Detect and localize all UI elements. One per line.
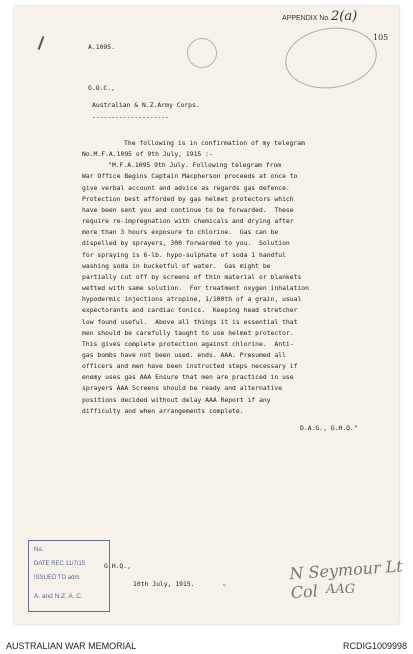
body-line: require re-impregnation with chemicals and drying after xyxy=(82,217,294,226)
body-line: dispelled by sprayers, 300 forwarded to you. Solution xyxy=(82,239,290,248)
addressee-underline: -------------------- xyxy=(92,113,169,121)
body-line: "M.F.A.1095 9th July. Following telegram from xyxy=(108,161,282,170)
body-line: officers and men have been instructed steps necessary if xyxy=(82,362,298,371)
telegram-body xyxy=(82,138,382,417)
body-line: partially cut off by screens of thin material or blankets xyxy=(82,272,302,281)
handwritten-title: AAG xyxy=(326,582,356,597)
footer-archive-name: AUSTRALIAN WAR MEMORIAL xyxy=(6,641,137,651)
reference-number: A.1095. xyxy=(88,43,115,51)
body-line: No.M.F.A.1095 of 9th July, 1915 :- xyxy=(82,150,213,159)
received-stamp xyxy=(28,540,110,612)
body-line: washing soda in bucketful of water. Gas might be xyxy=(82,261,271,270)
footer-record-id: RCDIG1009998 xyxy=(342,641,407,651)
body-line: The following is in confirmation of my telegram xyxy=(124,139,305,147)
stamp-issued-to: ISSUED TO adm xyxy=(34,575,80,581)
body-line: men should be carefully taught to use helmet protector. xyxy=(82,328,294,337)
addressee-unit: Australian & N.Z.Army Corps. xyxy=(92,101,200,109)
body-line: give verbal account and advice as regards gas defence. xyxy=(82,183,290,192)
body-line: hypodermic injections atropine, 1/100th of a grain, usual xyxy=(82,295,302,304)
body-line: sprayers AAA Screens should be ready and alternative xyxy=(82,384,283,393)
addressee: G.O.C., xyxy=(88,84,115,92)
letter-date: 10th July, 1915. xyxy=(133,580,195,588)
body-line: expectorants and cardiac tonics. Keeping head stretcher xyxy=(82,306,298,315)
body-line: War Office Begins Captain Macpherson proceeds at once to xyxy=(82,172,298,181)
body-line: difficulty and when arrangements complete. xyxy=(82,406,244,415)
stamp-unit: A. and N.Z. A. C. xyxy=(34,593,83,600)
body-line: more than 3 hours exposure to chlorine. Gas can be xyxy=(82,228,279,237)
stamp-date-received: DATE REC 11/7/15 xyxy=(34,561,86,567)
embossed-seal-icon xyxy=(187,38,217,68)
page-number: 105 xyxy=(373,33,389,42)
appendix-number: 2(a) xyxy=(331,9,358,24)
sender-signoff: D.A.G., G.H.Q." xyxy=(300,424,358,432)
handwritten-signature: N Seymour Lt Col xyxy=(288,556,404,603)
body-line: positions decided without delay AAA Report if any xyxy=(82,395,271,404)
body-line: enemy uses gas AAA Ensure that men are practiced in use xyxy=(82,373,294,382)
body-line: This gives complete protection against chlorine. Anti- xyxy=(82,339,294,348)
body-line: for spraying is 6-lb. hypo-sulphate of soda 1 handful xyxy=(82,250,286,259)
marginal-scribble: ✎ xyxy=(221,582,227,590)
stamp-number: No. xyxy=(34,547,44,553)
appendix-label: APPENDIX No. xyxy=(282,15,331,22)
from-location: G.H.Q., xyxy=(104,562,131,570)
body-line: Protection best afforded by gas helmet protectors which xyxy=(82,194,294,203)
body-line: gas bombs have not been used. ends. AAA. Presumed all xyxy=(82,350,286,359)
body-line: low found useful. Above all things it is essential that xyxy=(82,317,298,326)
body-line: wetted with same solution. For treatment oxygen inhalation xyxy=(82,284,310,293)
body-line: have been sent you and continue to be forwarded. These xyxy=(82,205,294,214)
